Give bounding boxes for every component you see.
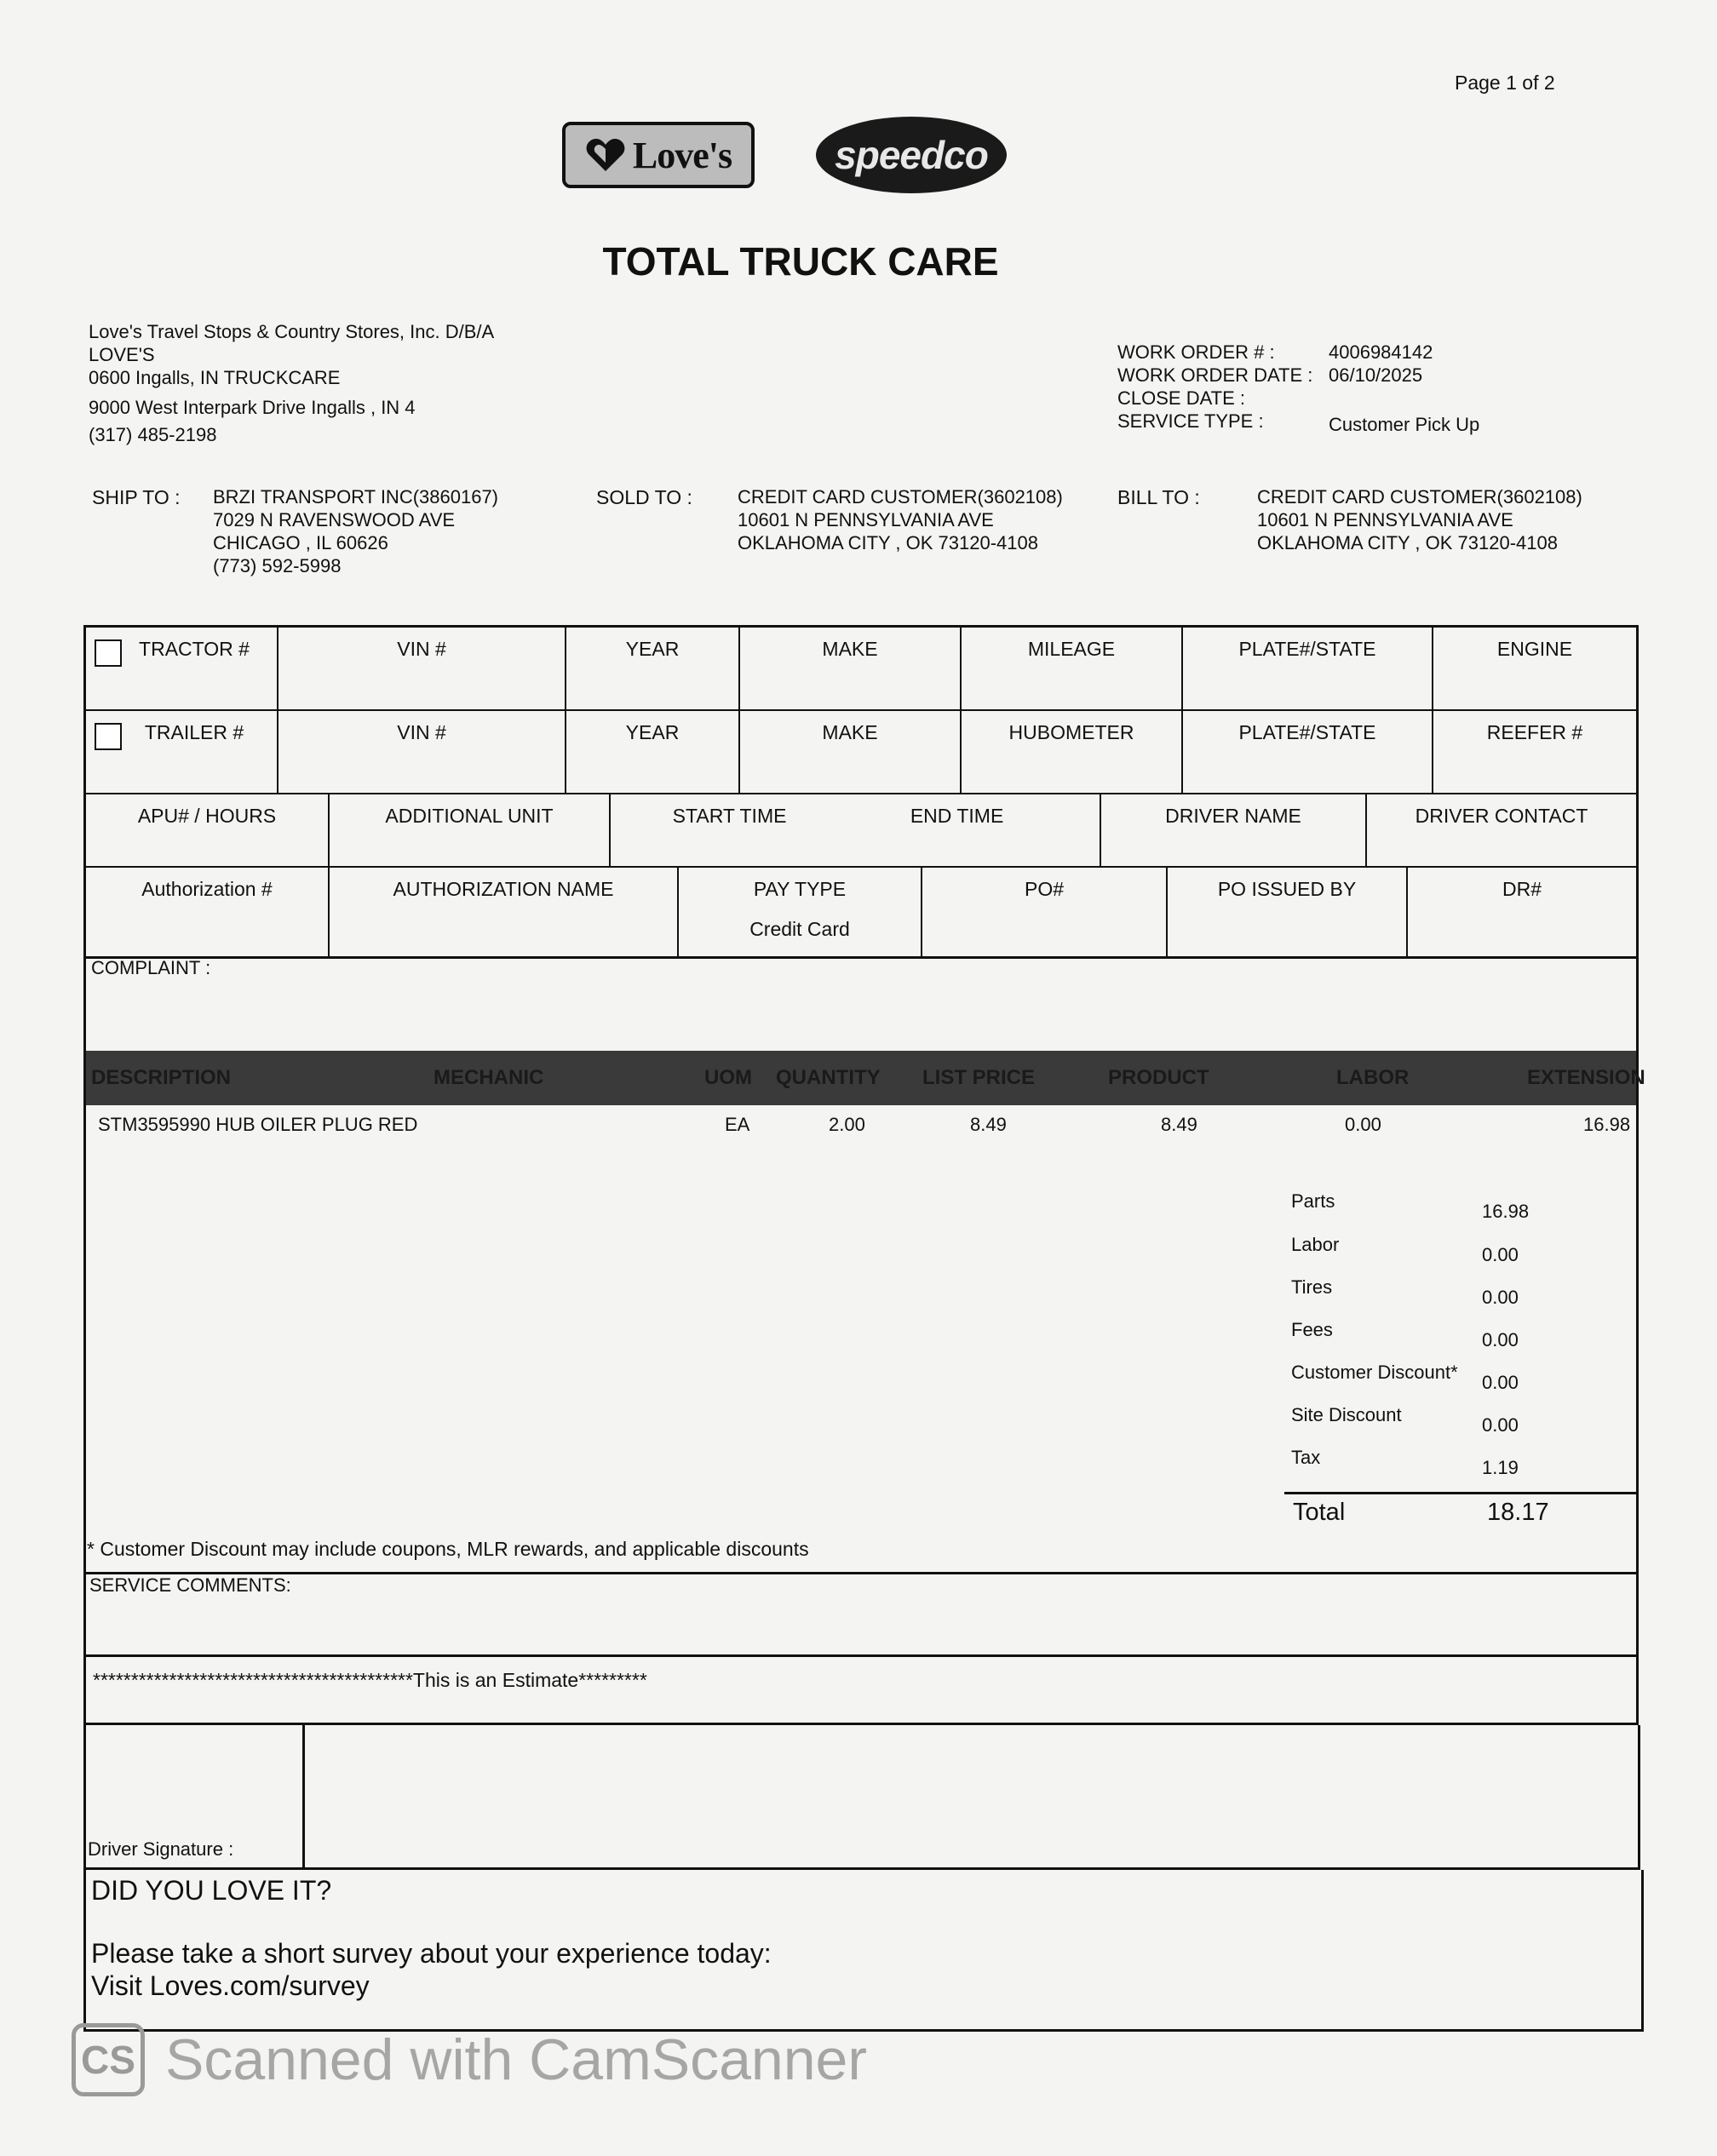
totals-values xyxy=(1482,1201,1529,1499)
survey-box xyxy=(83,1870,1644,2032)
camscanner-watermark xyxy=(72,2023,867,2096)
total-divider xyxy=(1284,1492,1639,1494)
work-order-number: 4006984142 xyxy=(1329,341,1433,363)
close-date xyxy=(1329,387,1479,410)
totals-labels xyxy=(1291,1190,1458,1489)
work-order-labels xyxy=(1117,341,1312,433)
bill-to-line: CREDIT CARD CUSTOMER(3602108) xyxy=(1257,486,1582,507)
loves-logo-text: Love's xyxy=(632,134,732,176)
document-title: TOTAL TRUCK CARE xyxy=(602,239,999,284)
tractor-plate-cell: PLATE#/STATE xyxy=(1183,628,1433,709)
item-extension: 16.98 xyxy=(1583,1114,1631,1135)
discount-note: * Customer Discount may include coupons, MLR rewards, and applicable discounts xyxy=(87,1538,809,1560)
total-label: Total xyxy=(1293,1499,1346,1526)
tractor-number-label: TRACTOR # xyxy=(139,638,250,660)
tax-value: 1.19 xyxy=(1482,1457,1519,1478)
pay-type-cell xyxy=(679,868,922,956)
sold-to-address xyxy=(738,485,1063,554)
driver-contact-cell: DRIVER CONTACT xyxy=(1415,805,1588,827)
company-line: 9000 West Interpark Drive Ingalls , IN 4 xyxy=(89,397,416,418)
time-cell xyxy=(611,794,1101,866)
ship-to-line: CHICAGO , IL 60626 xyxy=(213,532,388,553)
tractor-number-cell xyxy=(86,628,279,709)
authorization-name-cell: AUTHORIZATION NAME xyxy=(330,868,679,956)
site-discount-value: 0.00 xyxy=(1482,1414,1519,1436)
ship-to-address xyxy=(213,485,498,577)
trailer-make-cell: MAKE xyxy=(740,711,962,793)
survey-heading: DID YOU LOVE IT? xyxy=(91,1875,332,1906)
complaint-label: COMPLAINT : xyxy=(91,957,211,978)
start-time-label: START TIME xyxy=(672,805,787,827)
signature-box xyxy=(83,1725,1640,1870)
survey-line-1: Please take a short survey about your experience today: xyxy=(91,1938,772,1969)
bill-to-line: 10601 N PENNSYLVANIA AVE xyxy=(1257,509,1513,530)
site-discount-label: Site Discount xyxy=(1291,1404,1402,1425)
header-description: DESCRIPTION xyxy=(91,1066,232,1089)
company-line: Love's Travel Stops & Country Stores, Inc. D/B/A xyxy=(89,321,495,342)
work-order-date: 06/10/2025 xyxy=(1329,364,1423,386)
company-address xyxy=(89,320,494,446)
header-product: PRODUCT xyxy=(1108,1066,1209,1089)
item-description: STM3595990 HUB OILER PLUG RED xyxy=(98,1114,418,1135)
labor-value: 0.00 xyxy=(1482,1244,1519,1265)
pay-type-label: PAY TYPE xyxy=(753,878,847,900)
tires-value: 0.00 xyxy=(1482,1287,1519,1308)
work-order-number-label: WORK ORDER # : xyxy=(1117,341,1275,363)
customer-discount-label: Customer Discount* xyxy=(1291,1362,1458,1383)
apu-hours-cell: APU# / HOURS xyxy=(86,794,330,866)
reefer-cell: REEFER # xyxy=(1486,721,1583,743)
camscanner-text: Scanned with CamScanner xyxy=(165,2027,868,2092)
customer-discount-value: 0.00 xyxy=(1482,1372,1519,1393)
tires-label: Tires xyxy=(1291,1276,1333,1298)
header-quantity: QUANTITY xyxy=(776,1066,881,1089)
tractor-year-cell: YEAR xyxy=(566,628,740,709)
ship-to-line: BRZI TRANSPORT INC(3860167) xyxy=(213,486,499,507)
sold-to-line: OKLAHOMA CITY , OK 73120-4108 xyxy=(738,532,1038,553)
additional-unit-cell: ADDITIONAL UNIT xyxy=(330,794,611,866)
speedco-logo-text: speedco xyxy=(835,133,988,177)
trailer-year-cell: YEAR xyxy=(566,711,740,793)
estimate-note: ******************************************This is an Estimate********* xyxy=(93,1669,647,1691)
po-issued-by-cell: PO ISSUED BY xyxy=(1168,868,1408,956)
po-number-cell: PO# xyxy=(922,868,1168,956)
item-quantity: 2.00 xyxy=(829,1114,865,1135)
parts-value: 16.98 xyxy=(1482,1201,1530,1222)
camscanner-icon: CS xyxy=(72,2023,145,2096)
tax-label: Tax xyxy=(1291,1447,1321,1468)
sold-to-line: 10601 N PENNSYLVANIA AVE xyxy=(738,509,994,530)
service-type-label: SERVICE TYPE : xyxy=(1117,410,1264,432)
trailer-number-label: TRAILER # xyxy=(144,721,244,743)
loves-logo xyxy=(562,122,755,188)
fees-label: Fees xyxy=(1291,1319,1333,1340)
header-uom: UOM xyxy=(704,1066,752,1089)
complaint-section xyxy=(83,957,1639,1051)
speedco-logo xyxy=(816,117,1007,193)
tractor-vin-cell: VIN # xyxy=(279,628,566,709)
heart-icon xyxy=(585,137,626,173)
ship-to-line: (773) 592-5998 xyxy=(213,555,342,576)
tractor-checkbox[interactable] xyxy=(95,639,122,667)
header-list-price: LIST PRICE xyxy=(922,1066,1036,1089)
tractor-row xyxy=(86,628,1636,711)
end-time-label: END TIME xyxy=(910,805,1004,827)
fees-value: 0.00 xyxy=(1482,1329,1519,1350)
company-line: (317) 485-2198 xyxy=(89,424,217,445)
total-value: 18.17 xyxy=(1487,1499,1549,1526)
driver-signature-label: Driver Signature : xyxy=(88,1838,234,1860)
close-date-label: CLOSE DATE : xyxy=(1117,387,1245,409)
work-order-date-label: WORK ORDER DATE : xyxy=(1117,364,1313,386)
item-product: 8.49 xyxy=(1161,1114,1197,1135)
sold-to-label: SOLD TO : xyxy=(596,486,692,508)
dr-number-cell: DR# xyxy=(1502,878,1542,900)
mileage-cell: MILEAGE xyxy=(962,628,1183,709)
signature-divider xyxy=(302,1725,305,1867)
work-order-values xyxy=(1329,341,1479,436)
line-items-header xyxy=(83,1051,1645,1105)
ship-to-line: 7029 N RAVENSWOOD AVE xyxy=(213,509,456,530)
service-type: Customer Pick Up xyxy=(1329,414,1480,435)
header-extension: EXTENSION xyxy=(1527,1066,1645,1089)
service-comments-label: SERVICE COMMENTS: xyxy=(89,1574,291,1596)
parts-label: Parts xyxy=(1291,1190,1335,1212)
item-labor: 0.00 xyxy=(1345,1114,1381,1135)
item-uom: EA xyxy=(725,1114,750,1135)
trailer-number-cell xyxy=(86,711,279,793)
apu-row xyxy=(86,794,1636,868)
sold-to-line: CREDIT CARD CUSTOMER(3602108) xyxy=(738,486,1063,507)
engine-cell: ENGINE xyxy=(1496,638,1573,660)
hubometer-cell: HUBOMETER xyxy=(962,711,1183,793)
survey-line-2: Visit Loves.com/survey xyxy=(91,1970,370,2001)
header-labor: LABOR xyxy=(1336,1066,1410,1089)
tractor-make-cell: MAKE xyxy=(740,628,962,709)
bill-to-label: BILL TO : xyxy=(1117,486,1200,508)
service-comments-box xyxy=(83,1572,1639,1657)
authorization-number-cell: Authorization # xyxy=(86,868,330,956)
estimate-box xyxy=(83,1657,1639,1725)
vehicle-info-grid xyxy=(83,625,1639,959)
trailer-row xyxy=(86,711,1636,794)
pay-type-value: Credit Card xyxy=(749,918,850,940)
item-list-price: 8.49 xyxy=(970,1114,1007,1135)
ship-to-label: SHIP TO : xyxy=(92,486,181,508)
company-line: LOVE'S xyxy=(89,344,155,365)
labor-label: Labor xyxy=(1291,1234,1340,1255)
company-line: 0600 Ingalls, IN TRUCKCARE xyxy=(89,367,341,388)
header-mechanic: MECHANIC xyxy=(434,1066,544,1089)
trailer-vin-cell: VIN # xyxy=(279,711,566,793)
driver-name-cell: DRIVER NAME xyxy=(1101,794,1367,866)
bill-to-address xyxy=(1257,485,1582,554)
bill-to-line: OKLAHOMA CITY , OK 73120-4108 xyxy=(1257,532,1558,553)
authorization-row xyxy=(86,868,1636,956)
trailer-checkbox[interactable] xyxy=(95,723,122,750)
trailer-plate-cell: PLATE#/STATE xyxy=(1183,711,1433,793)
page-number: Page 1 of 2 xyxy=(1455,72,1555,94)
